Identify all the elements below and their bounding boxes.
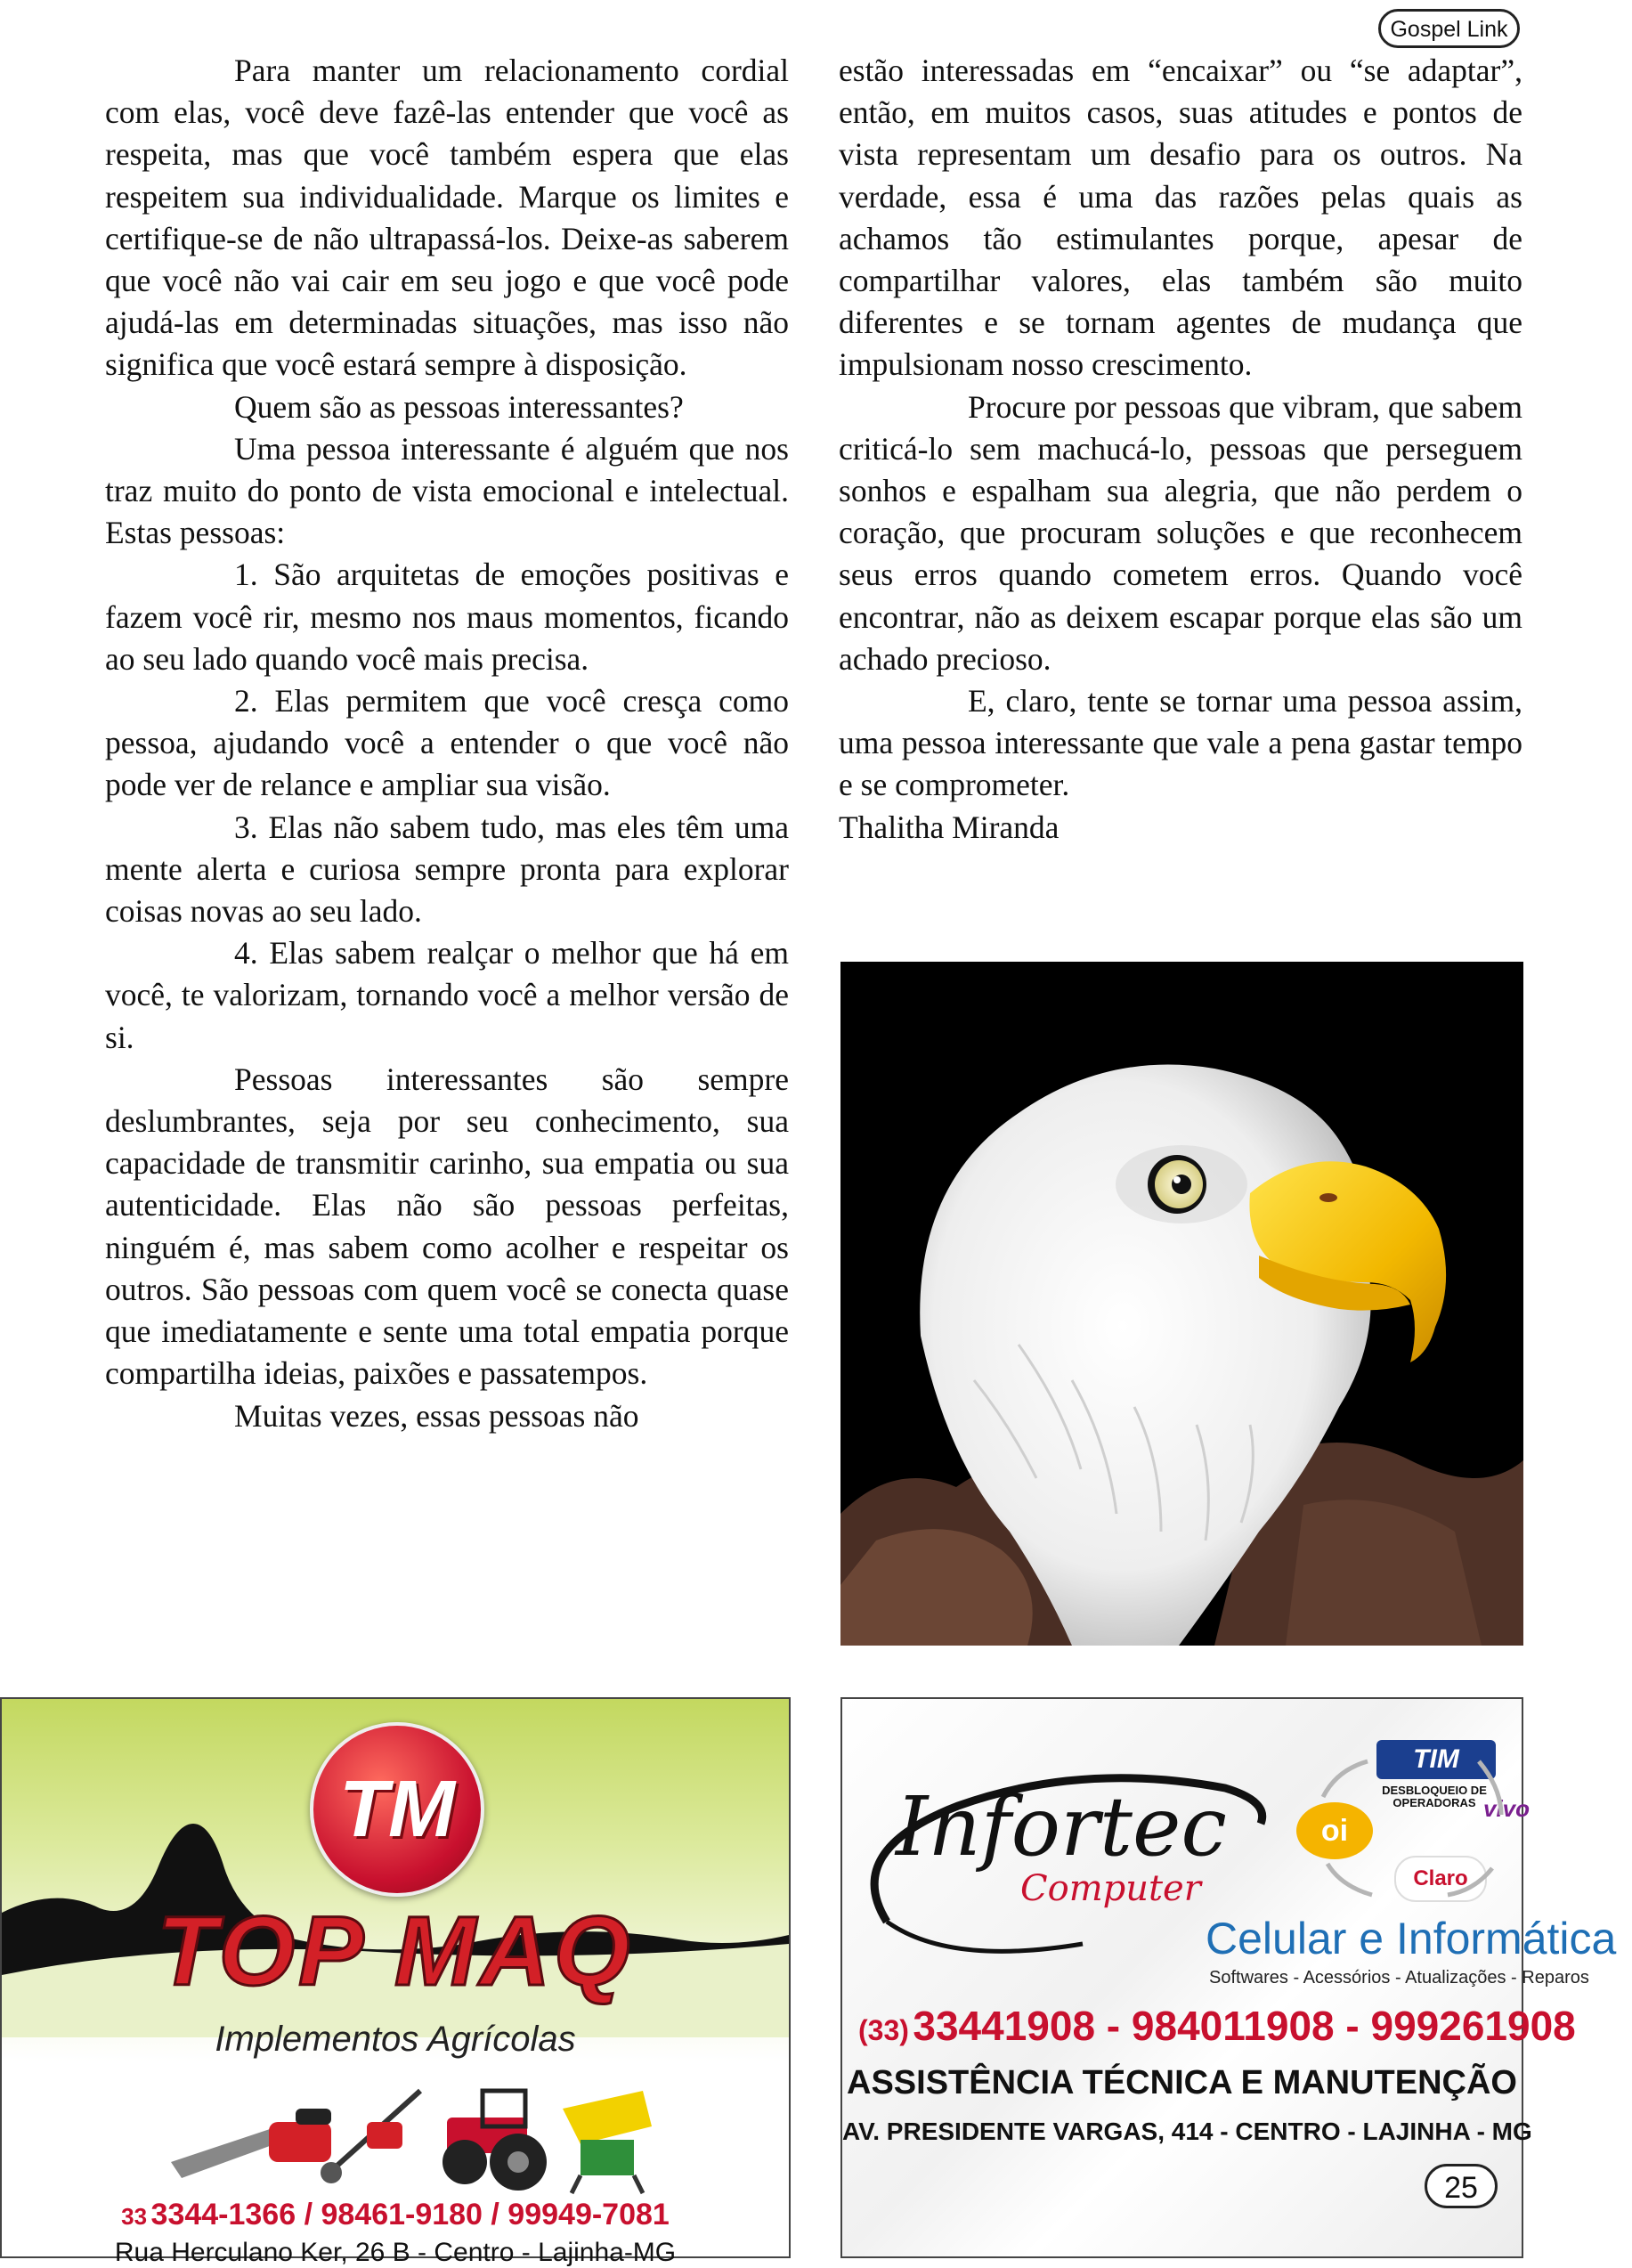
paragraph: estão interessadas em “encaixar” ou “se adaptar”, então, em muitos casos, suas atitudes e pontos de vista representam um desafio para os outros. Na verdade, essa é uma das razões pelas quais as achamos tão estimulantes porque, apesar de compartilhar valores, elas também são muito diferentes e se tornam agentes de mudança que impulsionam nosso crescimento. [839, 53, 1522, 383]
author-signature: Thalitha Miranda [839, 809, 1060, 845]
infortec-advertisement[interactable] [840, 1697, 1617, 2258]
infortec-subname: Computer [1020, 1868, 1201, 1909]
article-left-column [105, 50, 789, 1437]
paragraph: Para manter um relacionamento cordial com elas, você deve fazê-las entender que você as respeita, mas que você também espera que elas respeitem sua individualidade. Marque os limites e certifique-se de não ultrapassá-los. Deixe-as saberem que você não vai cair em seu jogo e que você pode ajudá-las em determinadas situações, mas isso não significa que você estará sempre à disposição. [105, 53, 789, 383]
paragraph: E, claro, tente se tornar uma pessoa assim, uma pessoa interessante que vale a pena gastar tempo e se comprometer. [839, 683, 1522, 803]
paragraph: Uma pessoa interessante é alguém que nos traz muito do ponto de vista emocional e intelectual. Estas pessoas: [105, 430, 789, 551]
topmaq-name: TOP MAQ [157, 1897, 634, 2006]
paragraph: Pessoas interessantes são sempre deslumbrantes, seja por seu conhecimento, sua capacidade de transmitir carinho, sua empatia ou sua autenticidade. Elas não são pessoas perfeitas, ninguém é, mas sabem como acolher e respeitar os outros. São pessoas com quem você se conecta quase que imediatamente e sente uma total empatia porque compartilha ideias, paixões e passatempos. [105, 1061, 789, 1392]
eagle-illustration [840, 962, 1523, 1646]
farm-equipment-illustration [162, 2073, 661, 2198]
infortec-services: Softwares - Acessórios - Atualizações - Reparos [1209, 1968, 1589, 1988]
list-item: 4. Elas sabem realçar o melhor que há em você, te valorizam, tornando você a melhor versão de si. [105, 935, 789, 1055]
topmaq-logo-letters: TM [339, 1765, 455, 1854]
eagle-photo [840, 962, 1523, 1646]
list-item: 2. Elas permitem que você cresça como pessoa, ajudando você a entender o que você não pode ver de relance e ampliar sua visão. [105, 683, 789, 803]
tractor-icon [443, 2091, 547, 2191]
infortec-phone-line [858, 2002, 1576, 2050]
topmaq-phones[interactable]: 3344-1366 / 98461-9180 / 99949-7081 [150, 2198, 670, 2231]
article-right-column [839, 50, 1522, 849]
list-item: 3. Elas não sabem tudo, mas eles têm uma mente alerta e curiosa sempre pronta para explorar coisas novas ao seu lado. [105, 809, 789, 930]
section-heading: Quem são as pessoas interessantes? [234, 388, 684, 425]
topmaq-logo-circle [310, 1722, 484, 1897]
tim-logo: TIM [1376, 1740, 1496, 1779]
infortec-phones[interactable]: 33441908 - 984011908 - 999261908 [913, 2003, 1576, 2049]
oi-logo: oi [1296, 1802, 1373, 1859]
unlock-text: DESBLOQUEIO DE OPERADORAS [1382, 1784, 1487, 1809]
brushcutter-icon [321, 2091, 420, 2183]
crusher-icon [563, 2091, 652, 2193]
infortec-name: Infortec [896, 1779, 1227, 1874]
claro-logo: Claro [1394, 1856, 1487, 1902]
topmaq-ddd: 33 [121, 2203, 148, 2230]
chainsaw-icon [171, 2109, 331, 2178]
circular-arrows-icon [1287, 1735, 1519, 1913]
topmaq-address: Rua Herculano Ker, 26 B - Centro - Lajinha-MG [114, 2238, 677, 2267]
paragraph: Procure por pessoas que vibram, que sabem criticá-lo sem machucá-lo, pessoas que perseguem sonhos e espalham sua alegria, que não perdem o coração, que procuram soluções e que reconhecem seus erros quando cometem erros. Quando você encontrar, não as deixem escapar porque elas são um achado precioso. [839, 388, 1522, 677]
topmaq-phone-line [2, 2198, 789, 2232]
infortec-headline: Celular e Informática [1206, 1914, 1617, 1963]
page-number: 25 [1425, 2164, 1498, 2208]
infortec-ddd: (33) [858, 2014, 909, 2046]
topmaq-tagline: Implementos Agrícolas [215, 2020, 576, 2059]
magazine-brand: Gospel Link [1378, 9, 1520, 48]
topmaq-advertisement[interactable] [0, 1697, 791, 2267]
infortec-line1: ASSISTÊNCIA TÉCNICA E MANUTENÇÃO [847, 2064, 1517, 2101]
paragraph: Muitas vezes, essas pessoas não [234, 1397, 639, 1434]
infortec-line2: AV. PRESIDENTE VARGAS, 414 - CENTRO - LAJINHA - MG [842, 2118, 1532, 2145]
vivo-logo: vivo [1483, 1795, 1531, 1822]
list-item: 1. São arquitetas de emoções positivas e fazem você rir, mesmo nos maus momentos, ficando ao seu lado quando você mais precisa. [105, 557, 789, 677]
